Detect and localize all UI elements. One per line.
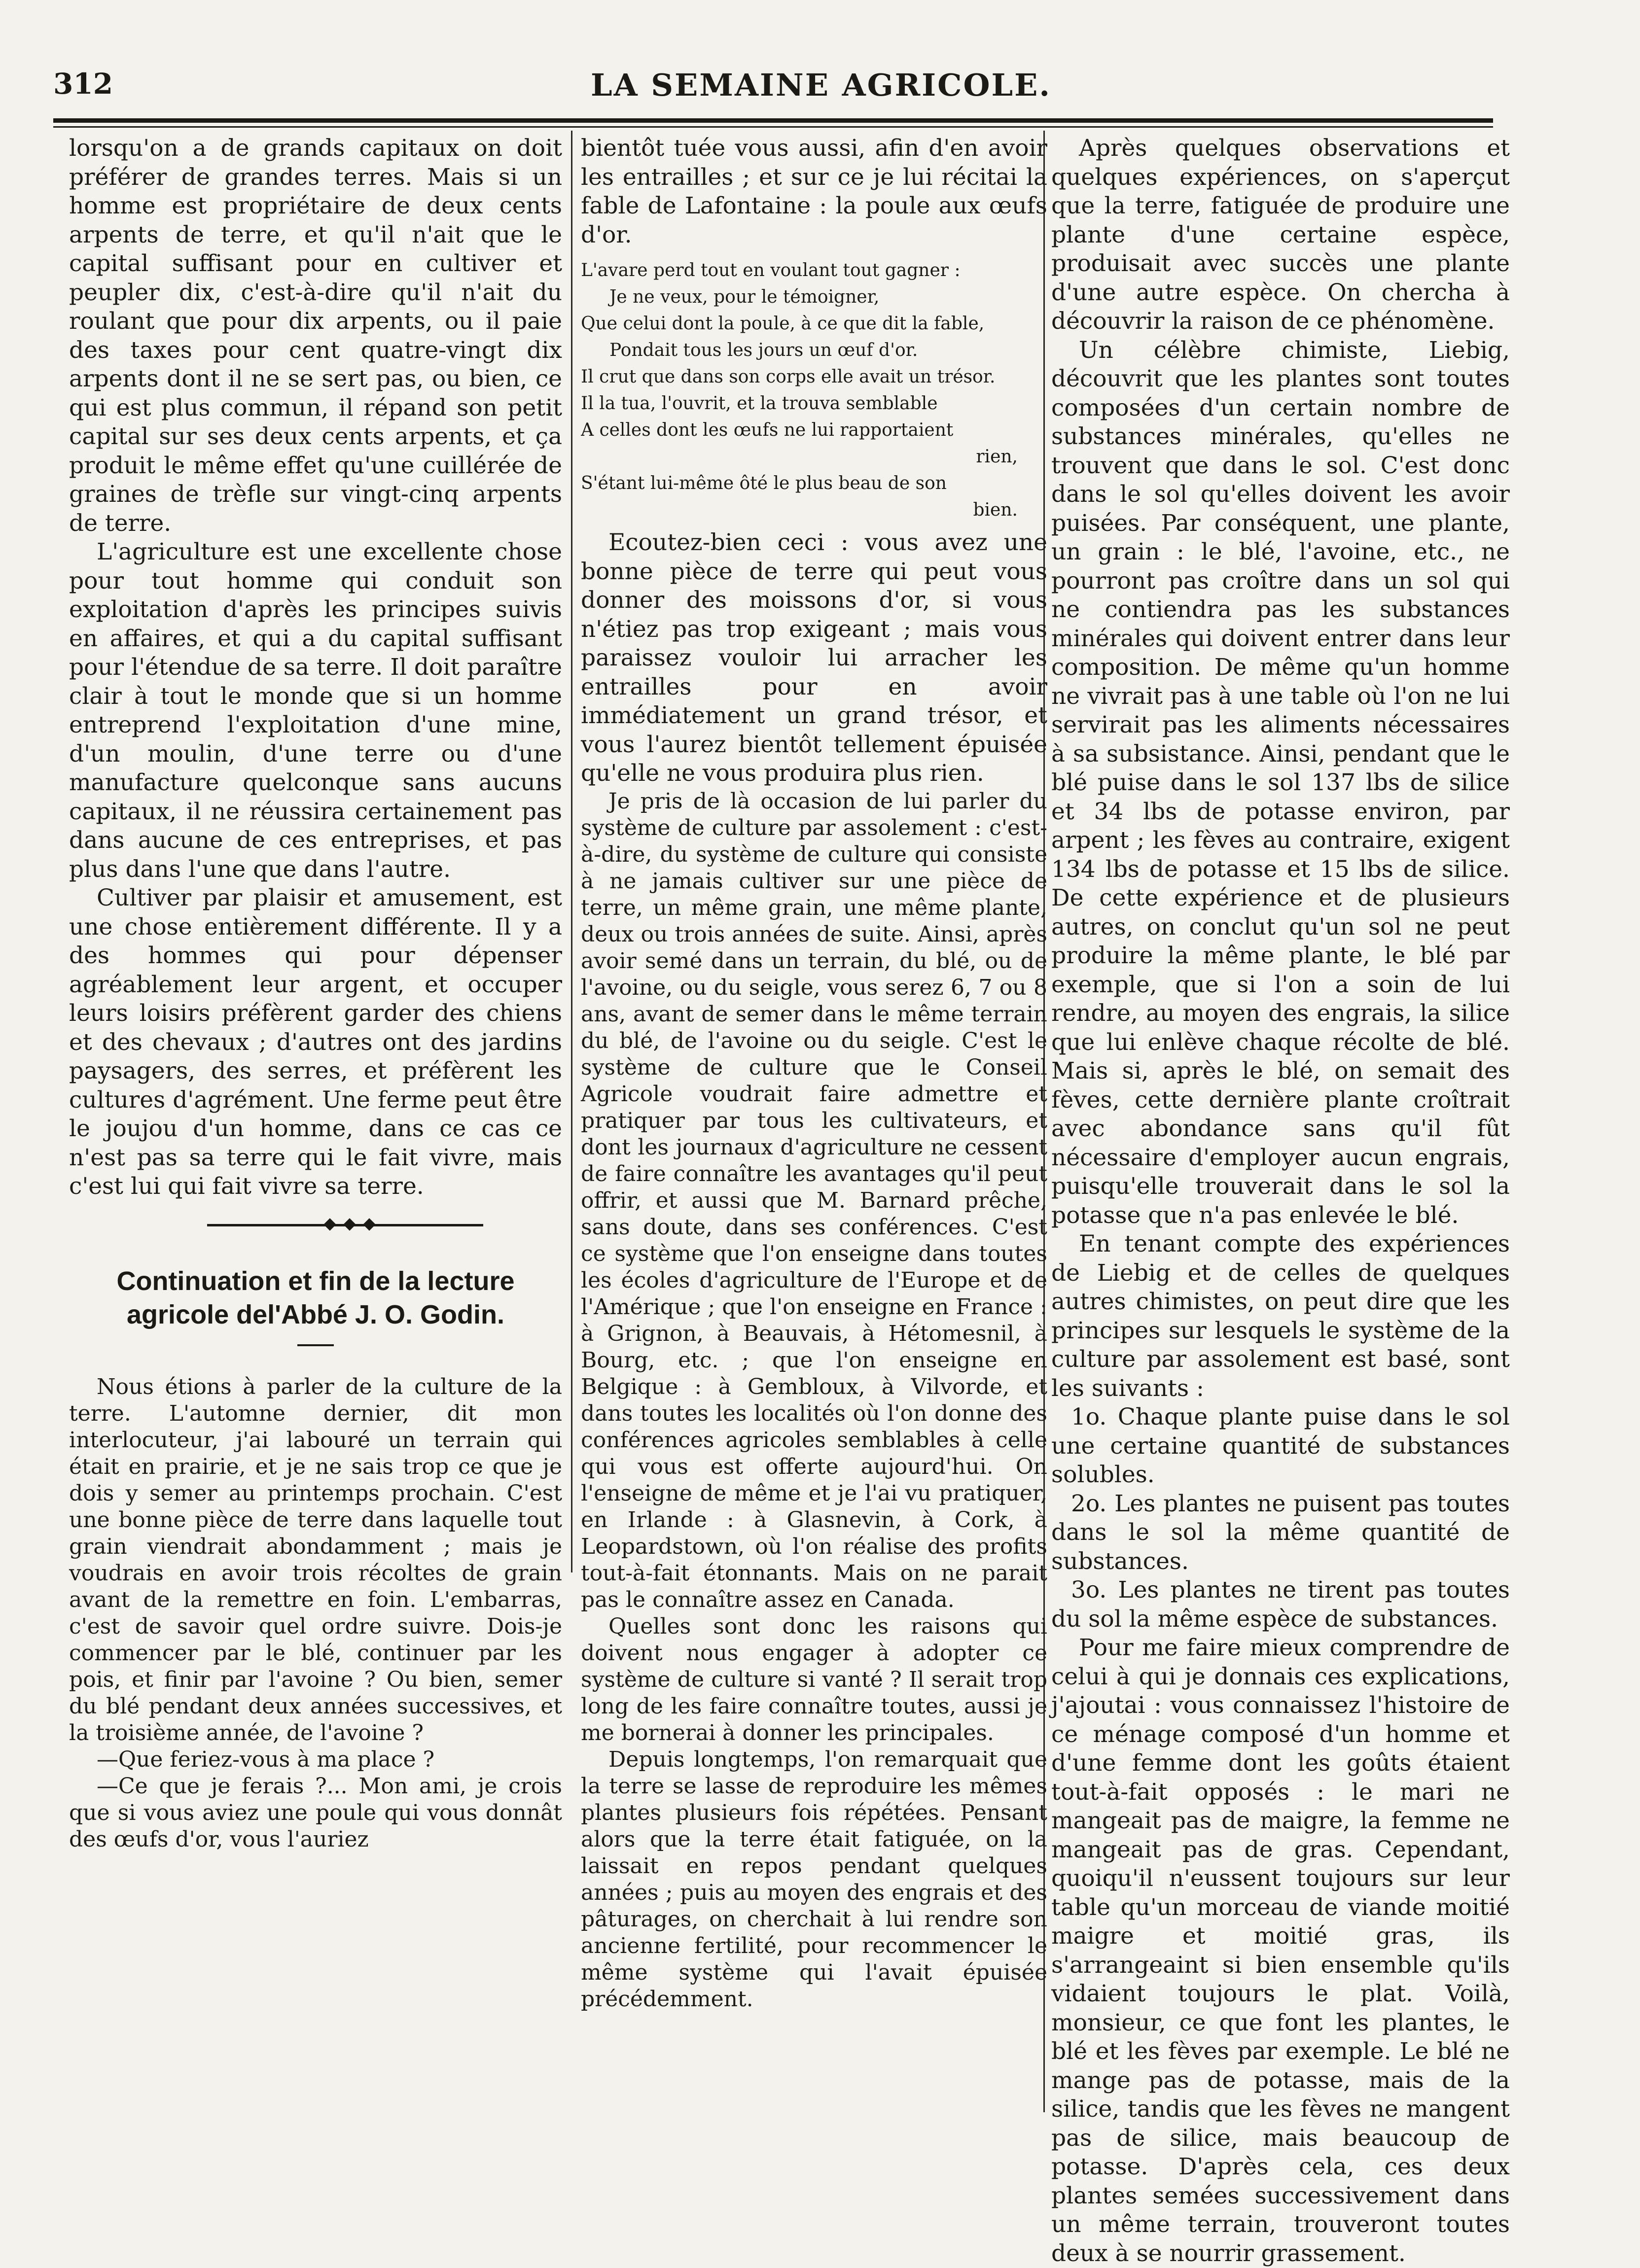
column-2: [581, 134, 1047, 2013]
col2-paragraph-1: bientôt tuée vous aussi, afin d'en avoir les entrailles ; et sur ce je lui récitai la fable de Lafontaine : la poule aux œufs d'or.: [581, 135, 1047, 248]
col3-paragraph-3: En tenant compte des expériences de Liebig et de celles de quelques autres chimistes, on peut dire que les principes sur lesquels le système de la culture par assolement est basé, sont les suivants :: [1051, 1230, 1510, 1402]
heading-rule: [297, 1344, 334, 1346]
ornament-diamond: [343, 1218, 356, 1230]
section-heading-line-1: Continuation et fin de la lecture: [116, 1266, 515, 1296]
verse-line: Que celui dont la poule, à ce que dit la fable,: [581, 314, 985, 334]
verse-line: S'étant lui-même ôté le plus beau de son: [581, 473, 947, 493]
verse-line: Il crut que dans son corps elle avait un trésor.: [581, 367, 996, 387]
section-heading-line-2: agricole del'Abbé J. O. Godin.: [127, 1299, 504, 1329]
col2-paragraph-3: Je pris de là occasion de lui parler du système de culture par assolement : c'est-à-dire, du système de culture qui consiste à ne jamais cultiver sur une pièce de terre, un même grain, une même plante, deux ou trois années de suite. Ainsi, après avoir semé dans un terrain, du blé, ou de l'avoine, ou du seigle, vous serez 6, 7 ou 8 ans, avant de semer dans le même terrain du blé, de l'avoine ou du seigle. C'est le système de culture que le Conseil Agricole voudrait faire admettre et pratiquer par tous les cultivateurs, et dont les journaux d'agriculture ne cessent de faire connaître les avantages qu'il peut offrir, et aussi que M. Barnard prêche, sans doute, dans ses conférences. C'est ce système que l'on enseigne dans toutes les écoles d'agriculture de l'Europe et de l'Amérique ; que l'on enseigne en France : à Grignon, à Beauvais, à Hétomesnil, à Bourg, etc. ; que l'on enseigne en Belgique : à Gembloux, à Vilvorde, et dans toutes les localités où l'on donne des conférences agricoles semblables à celle qui vous est offerte aujourd'hui. On l'enseigne de même et je l'ai vu pratiquer, en Irlande : à Glasnevin, à Cork, à Leopardstown, où l'on réalise des profits tout-à-fait étonnants. Mais on ne parait pas le connaître assez en Canada.: [581, 788, 1047, 1612]
col1-paragraph-5: —Que feriez-vous à ma place ?: [97, 1746, 435, 1772]
col1-paragraph-2: L'agriculture est une excellente chose pour tout homme qui conduit son exploitation d'après les principes suivis en affaires, et qui a du capital suffisant pour l'étendue de sa terre. Il doit paraître clair à tout le monde que si un homme entreprend l'exploitation d'une mine, d'un moulin, d'une terre ou d'une manufacture quelconque sans aucuns capitaux, il ne réussira certainement pas dans aucune de ces entreprises, et pas plus dans l'une que dans l'autre.: [69, 538, 562, 883]
principle-item-2: 2o. Les plantes ne puisent pas toutes dans le sol la même quantité de substances.: [1051, 1490, 1510, 1575]
page-header: [53, 67, 1493, 116]
col2-small-body: [581, 788, 1047, 2013]
col1-paragraph-4: Nous étions à parler de la culture de la terre. L'automne dernier, dit mon interlocuteur, j'ai labouré un terrain qui était en prairie, et je ne sais trop ce que je dois y semer au printemps prochain. C'est une bonne pièce de terre dans laquelle tout grain viendrait abondamment ; mais je voudrais en avoir trois récoltes de grain avant de la remettre en foin. L'embarras, c'est de savoir quel ordre suivre. Dois-je commencer par le blé, continuer par les pois, et finir par l'avoine ? Ou bien, semer du blé pendant deux années successives, et la troisième année, de l'avoine ?: [69, 1374, 562, 1745]
verse-line: Pondait tous les jours un œuf d'or.: [609, 340, 918, 360]
col2-paragraph-4: Quelles sont donc les raisons qui doivent nous engager à adopter ce système de culture si vanté ? Il serait trop long de les faire connaître toutes, aussi je me bornerai à donner les principales.: [581, 1613, 1047, 1745]
verse-line: Il la tua, l'ouvrit, et la trouva semblable: [581, 393, 938, 414]
column-3: [1051, 134, 1510, 2268]
principle-item-3: 3o. Les plantes ne tirent pas toutes du sol la même espèce de substances.: [1051, 1576, 1510, 1633]
verse-line: A celles dont les œufs ne lui rapportaient: [581, 420, 954, 440]
col2-paragraph-2: Ecoutez-bien ceci : vous avez une bonne pièce de terre qui peut vous donner des moissons d'or, si vous n'étiez pas trop exigeant ; mais vous paraissez vouloir lui arracher les entrailles pour en avoir immédiatement un grand trésor, et vous l'aurez bientôt tellement épuisée qu'elle ne vous produira plus rien.: [581, 529, 1047, 787]
col3-paragraph-2: Un célèbre chimiste, Liebig, découvrit que les plantes sont toutes composées d'un certain nombre de substances minérales, qu'elles ne trouvent que dans le sol. C'est donc dans le sol qu'elles doivent les avoir puisées. Par conséquent, une plante, un grain : le blé, l'avoine, etc., ne pourront pas croître dans un sol qui ne contiendra pas les substances minérales qui doivent entrer dans leur composition. De même qu'un homme ne vivrait pas à une table où l'on ne lui servirait pas les aliments nécessaires à sa subsistance. Ainsi, pendant que le blé puise dans le sol 137 lbs de silice et 34 lbs de potasse environ, par arpent ; les fèves au contraire, exigent 134 lbs de potasse et 15 lbs de silice. De cette expérience et de plusieurs autres, on conclut qu'un sol ne peut produire la même plante, le blé par exemple, que si l'on a soin de lui rendre, au moyen des engrais, la silice que lui enlève chaque récolte de blé. Mais si, après le blé, on semait des fèves, cette dernière plante croîtrait avec abondance sans qu'il fût nécessaire d'employer aucun engrais, puisqu'elle trouverait dans le sol la potasse que n'a pas enlevée le blé.: [1051, 336, 1510, 1229]
column-divider-1: [571, 131, 572, 1572]
article-body-start: [69, 1374, 562, 1853]
col3-paragraph-4: Pour me faire mieux comprendre de celui à qui je donnais ces explications, j'ajoutai : vous connaissez l'histoire de ce ménage composé d'un homme et d'une femme dont les goûts étaient tout-à-fait opposés : le mari ne mangeait pas de maigre, la femme ne mangeait pas de gras. Cependant, quoiqu'il n'eussent toujours sur leur table qu'un morceau de viande moitié maigre et moitié gras, ils s'arrangeaint si bien ensemble qu'ils vidaient toujours le plat. Voilà, monsieur, ce que font les plantes, le blé et les fèves par exemple. Le blé ne mange pas de potasse, mais de la silice, tandis que les fèves ne mangent pas de silice, mais beaucoup de potasse. D'après cela, ces deux plantes semées successivement dans un même terrain, trouveront toutes deux à se nourrir grassement.: [1051, 1634, 1510, 2267]
verse-line: rien,: [976, 447, 1018, 467]
column-1: [69, 134, 562, 1853]
verse-line: Je ne veux, pour le témoigner,: [609, 287, 880, 307]
col3-paragraph-1: Après quelques observations et quelques expériences, on s'aperçut que la terre, fatiguée de produire une plante d'une certaine espèce, produisait avec succès une plante d'une autre espèce. On chercha à découvrir la raison de ce phénomène.: [1051, 135, 1510, 335]
col2-paragraph-5: Depuis longtemps, l'on remarquait que la terre se lasse de reproduire les mêmes plantes plusieurs fois répétées. Pensant alors que la terre était fatiguée, on la laissait en repos pendant quelques années ; puis au moyen des engrais et des pâturages, on cherchait à lui rendre son ancienne fertilité, pour recommencer le même système qui l'avait épuisée précédemment.: [581, 1746, 1047, 2012]
col1-paragraph-3: Cultiver par plaisir et amusement, est une chose entièrement différente. Il y a des hommes qui pour dépenser agréablement leur argent, et occuper leurs loisirs préfèrent garder des chiens et des chevaux ; d'autres ont des jardins paysagers, des serres, et préfèrent les cultures d'agrément. Une ferme peut être le joujou d'un homme, dans ce cas ce n'est pas sa terre qui le fait vivre, mais c'est lui qui fait vivre sa terre.: [69, 884, 562, 1200]
section-ornament: [69, 1201, 562, 1248]
journal-title: LA SEMAINE AGRICOLE.: [591, 67, 1051, 103]
page-number: 312: [53, 67, 113, 101]
verse-line: L'avare perd tout en voulant tout gagner :: [581, 260, 961, 280]
header-rule-thin: [53, 126, 1493, 128]
ornament-diamond: [323, 1218, 336, 1230]
ornament-diamond: [363, 1218, 375, 1230]
col1-paragraph-6: —Ce que je ferais ?... Mon ami, je crois que si vous aviez une poule qui vous donnât des œufs d'or, vous l'auriez: [69, 1773, 562, 1852]
header-rule-thick: [53, 118, 1493, 123]
verse-line: bien.: [973, 500, 1018, 520]
principle-item-1: 1o. Chaque plante puise dans le sol une certaine quantité de substances solubles.: [1051, 1403, 1510, 1488]
section-heading: [69, 1264, 562, 1331]
fable-verse: [581, 257, 1047, 523]
col1-paragraph-1: lorsqu'on a de grands capitaux on doit préférer de grandes terres. Mais si un homme est propriétaire de deux cents arpents de terre, et qu'il n'ait que le capital suffisant pour en cultiver et peupler dix, c'est-à-dire qu'il n'ait du roulant que pour dix arpents, ou il paie des taxes pour cent quatre-vingt dix arpents dont il ne se sert pas, ou bien, ce qui est plus commun, il répand son petit capital sur ses deux cents arpents, et ça produit le même effet qu'une cuillérée de graines de trèfle sur vingt-cinq arpents de terre.: [69, 135, 562, 537]
